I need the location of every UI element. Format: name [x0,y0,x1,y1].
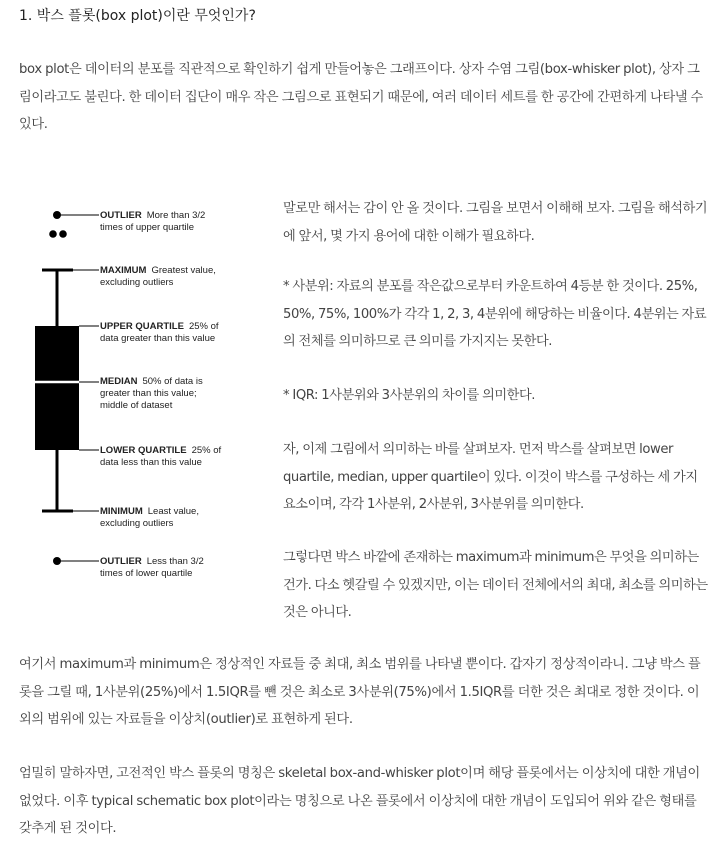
intro-paragraph: box plot은 데이터의 분포를 직관적으로 확인하기 쉽게 만들어놓은 그래프이다. 상자 수염 그림(box-whisker plot), 상자 그림이라고도 불린다. 한 데이터 집단이 매우 작은 그림으로 표현되기 때문에, 여러 데이터 세트를 한 공간에 간편하게 나타낼 수 있다. [19,62,703,132]
upper-quartile-label: UPPER QUARTILE 25% of [100,321,219,332]
median-label-3: middle of dataset [100,400,173,411]
section-heading: 1. 박스 플롯(box plot)이란 무엇인가? [19,8,256,24]
median-label: MEDIAN 50% of data is [100,376,203,387]
right-paragraph-quartile-def: * 사분위: 자료의 분포를 작은값으로부터 카운트하여 4등분 한 것이다. 25%, 50%, 75%, 100%가 각각 1, 2, 3, 4분위에 해당하는 비율이다. 4분위는 자료의 전체를 의미하므로 큰 의미를 가지지는 못한다. [283,279,707,349]
median-label-2: greater than this value; [100,388,197,399]
minimum-label: MINIMUM Least value, [100,506,199,517]
outlier-bottom-label-2: times of lower quartile [100,568,193,579]
maxmin-paragraph: 여기서 maximum과 minimum은 정상적인 자료들 중 최대, 최소 범위를 나타낼 뿐이다. 갑자기 정상적이라니. 그냥 박스 플롯을 그릴 때, 1사분위(25%)에서 1.5IQR를 뺀 것은 최소로 3사분위(75%)에서 1.5IQR를 더한 것은 최대로 정한 것이다. 이외의 범위에 있는 자료들을 이상치(outlier)로 표현하게 된다. [19,657,701,727]
outlier-top-dot-2 [49,230,57,238]
right-paragraph-max-min: 그렇다면 박스 바깥에 존재하는 maximum과 minimum은 무엇을 의미하는 건가. 다소 헷갈릴 수 있겠지만, 이는 데이터 전체에서의 최대, 최소를 의미하는 것은 아니다. [283,550,708,620]
history-paragraph: 엄밀히 말하자면, 고전적인 박스 플롯의 명칭은 skeletal box-and-whisker plot이며 해당 플롯에서는 이상치에 대한 개념이 없었다. 이후 typical schematic box plot이라는 명칭으로 나온 플롯에서 이상치에 대한 개념이 도입되어 위와 같은 형태를 갖추게 된 것이다. [19,766,700,836]
upper-quartile-label-2: data greater than this value [100,333,216,344]
outlier-bottom-label: OUTLIER Less than 3/2 [100,556,204,567]
right-paragraph-intro: 말로만 해서는 감이 안 올 것이다. 그림을 보면서 이해해 보자. 그림을 해석하기에 앞서, 몇 가지 용어에 대한 이해가 필요하다. [283,201,708,244]
maximum-label-2: excluding outliers [100,277,174,288]
right-paragraph-box-parts: 자, 이제 그림에서 의미하는 바를 살펴보자. 먼저 박스를 살펴보면 lower quartile, median, upper quartile이 있다. 이것이 박스를 구성하는 세 가지 요소이며, 각각 1사분위, 2사분위, 3사분위를 의미한다. [283,442,698,512]
outlier-top-dot-3 [59,230,67,238]
lower-quartile-label-2: data less than this value [100,457,202,468]
maximum-label: MAXIMUM Greatest value, [100,265,216,276]
outlier-top-label-2: times of upper quartile [100,222,194,233]
outlier-top-label: OUTLIER More than 3/2 [100,210,206,221]
box-plot-svg [30,198,270,588]
lower-quartile-label: LOWER QUARTILE 25% of [100,445,222,456]
right-paragraph-iqr-def: * IQR: 1사분위와 3사분위의 차이를 의미한다. [283,388,535,403]
box-plot-diagram [30,198,270,588]
minimum-label-2: excluding outliers [100,518,174,529]
box-body [35,326,79,450]
